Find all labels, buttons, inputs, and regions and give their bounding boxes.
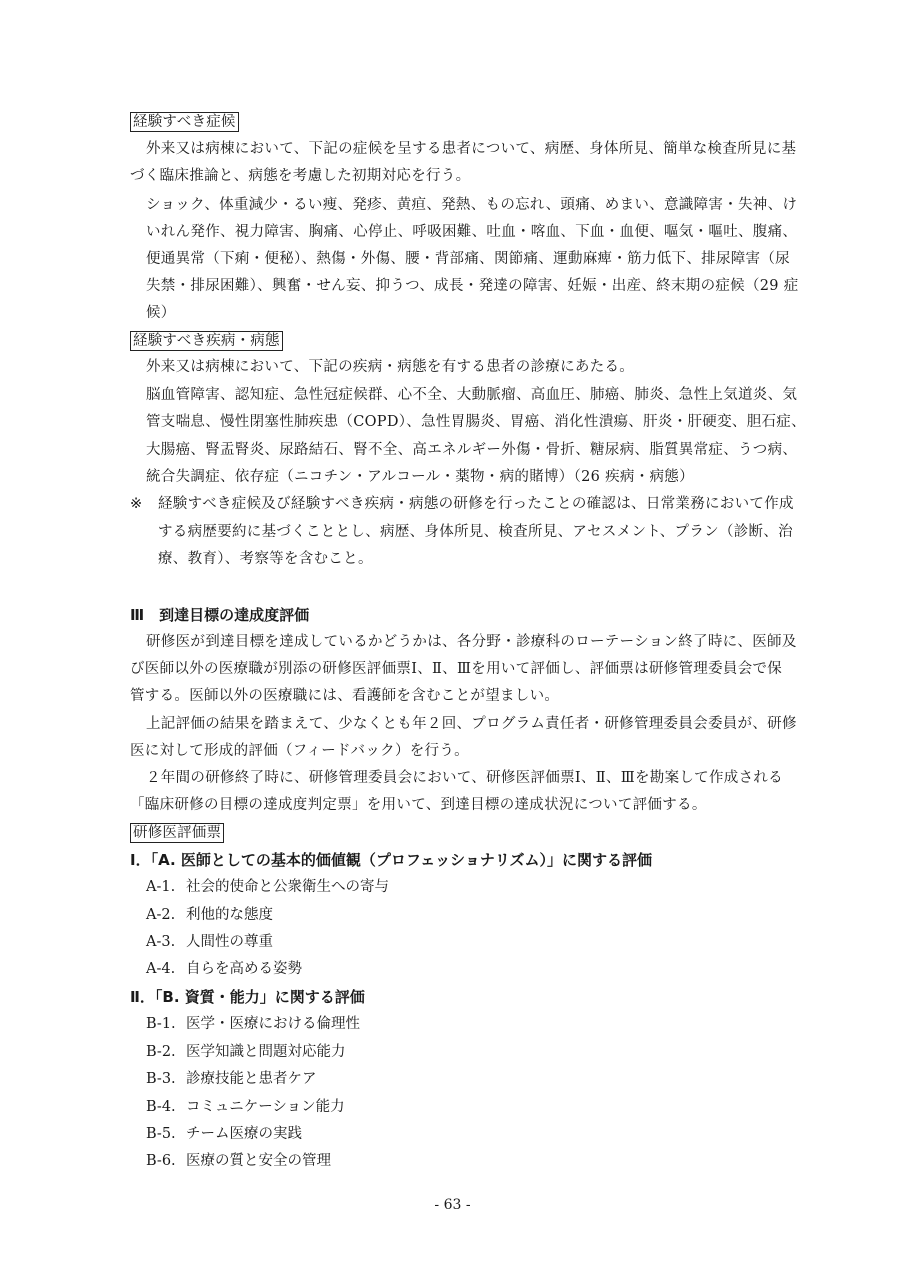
item-text: 利他的な態度: [186, 907, 273, 923]
group-b-heading: Ⅱ．「B. 資質・能力」に関する評価: [130, 988, 365, 1006]
item-code: B-6.: [146, 1153, 176, 1169]
item-code: A-2.: [146, 907, 176, 923]
note-line: する病歴要約に基づくこととし、病歴、身体所見、検査所見、アセスメント、プラン（診断、治: [158, 524, 793, 540]
paragraph-line: 管する。医師以外の医療職には、看護師を含むことが望ましい。: [130, 688, 560, 704]
evaluation-form-label: 研修医評価票: [130, 823, 224, 843]
symptoms-list-line: 候）: [146, 305, 176, 321]
symptoms-list-line: いれん発作、視力障害、胸痛、心停止、呼吸困難、吐血・喀血、下血・血便、嘔気・嘔吐、腹痛、: [146, 224, 798, 240]
paragraph-line: ２年間の研修終了時に、研修管理委員会において、研修医評価票Ⅰ、Ⅱ、Ⅲを勘案して作成される: [146, 770, 783, 786]
item-code: B-1.: [146, 1016, 176, 1032]
item-text: 診療技能と患者ケア: [186, 1071, 317, 1087]
item-code: A-4.: [146, 961, 176, 977]
list-item: [146, 905, 273, 925]
diseases-list-line: 脳血管障害、認知症、急性冠症候群、心不全、大動脈瘤、高血圧、肺癌、肺炎、急性上気道炎、気: [146, 387, 798, 403]
section-heading: Ⅲ 到達目標の達成度評価: [130, 606, 310, 624]
diseases-intro-line: 外来又は病棟において、下記の疾病・病態を有する患者の診療にあたる。: [146, 359, 635, 375]
list-item: [146, 1069, 317, 1089]
item-code: B-4.: [146, 1099, 176, 1115]
paragraph-line: 医に対して形成的評価（フィードバック）を行う。: [130, 743, 469, 759]
paragraph-line: 上記評価の結果を踏まえて、少なくとも年２回、プログラム責任者・研修管理委員会委員が、研修: [146, 716, 797, 732]
item-code: A-1.: [146, 879, 176, 895]
list-item: [146, 1097, 345, 1117]
note-line: 療、教育）、考察等を含むこと。: [158, 551, 373, 567]
item-code: B-2.: [146, 1044, 176, 1060]
item-text: 社会的使命と公衆衛生への寄与: [186, 879, 389, 895]
paragraph-line: び医師以外の医療職が別添の研修医評価票Ⅰ、Ⅱ、Ⅲを用いて評価し、評価票は研修管理委員会で保: [130, 661, 783, 677]
diseases-list-line: 統合失調症、依存症（ニコチン・アルコール・薬物・病的賭博）（26 疾病・病態）: [146, 469, 694, 485]
list-item: [146, 1151, 331, 1171]
symptoms-intro-line: 外来又は病棟において、下記の症候を呈する患者について、病歴、身体所見、簡単な検査所見に基: [146, 141, 797, 157]
item-text: コミュニケーション能力: [186, 1099, 345, 1115]
diseases-label: 経験すべき疾病・病態: [130, 331, 283, 351]
note-line: 経験すべき症候及び経験すべき疾病・病態の研修を行ったことの確認は、日常業務において作成: [158, 496, 794, 512]
list-item: [146, 1124, 302, 1144]
symptoms-list-line: 便通異常（下痢・便秘）、熱傷・外傷、腰・背部痛、関節痛、運動麻痺・筋力低下、排尿障害（尿: [146, 251, 790, 267]
symptoms-list-line: ショック、体重減少・るい痩、発疹、黄疸、発熱、もの忘れ、頭痛、めまい、意識障害・失神、け: [146, 197, 798, 213]
symptoms-label: 経験すべき症候: [130, 112, 239, 132]
item-text: 医療の質と安全の管理: [186, 1153, 331, 1169]
diseases-list-line: 管支喘息、慢性閉塞性肺疾患（COPD）、急性胃腸炎、胃癌、消化性潰瘍、肝炎・肝硬変、胆石症、: [146, 414, 806, 430]
list-item: [146, 877, 389, 897]
list-item: [146, 959, 302, 979]
page-number: - 63 -: [434, 1197, 471, 1213]
note-mark: ※: [130, 496, 143, 512]
item-text: 医学・医療における倫理性: [186, 1016, 360, 1032]
item-code: B-5.: [146, 1126, 176, 1142]
diseases-list-line: 大腸癌、腎盂腎炎、尿路結石、腎不全、高エネルギー外傷・骨折、糖尿病、脂質異常症、うつ病、: [146, 442, 798, 458]
list-item: [146, 932, 273, 952]
item-text: 医学知識と問題対応能力: [186, 1044, 346, 1060]
group-a-heading: Ⅰ．「A. 医師としての基本的価値観（プロフェッショナリズム）」に関する評価: [130, 851, 653, 869]
item-text: チーム医療の実践: [186, 1126, 302, 1142]
list-item: [146, 1042, 346, 1062]
item-text: 自らを高める姿勢: [186, 961, 302, 977]
item-code: A-3.: [146, 934, 176, 950]
paragraph-line: 「臨床研修の目標の達成度判定票」を用いて、到達目標の達成状況について評価する。: [130, 797, 707, 813]
symptoms-intro-line: づく臨床推論と、病態を考慮した初期対応を行う。: [130, 168, 471, 184]
symptoms-list-line: 失禁・排尿困難）、興奮・せん妄、抑うつ、成長・発達の障害、妊娠・出産、終末期の症候（29 症: [146, 278, 799, 294]
list-item: [146, 1014, 360, 1034]
paragraph-line: 研修医が到達目標を達成しているかどうかは、各分野・診療科のローテーション終了時に、医師及: [146, 634, 797, 650]
item-code: B-3.: [146, 1071, 176, 1087]
item-text: 人間性の尊重: [186, 934, 273, 950]
